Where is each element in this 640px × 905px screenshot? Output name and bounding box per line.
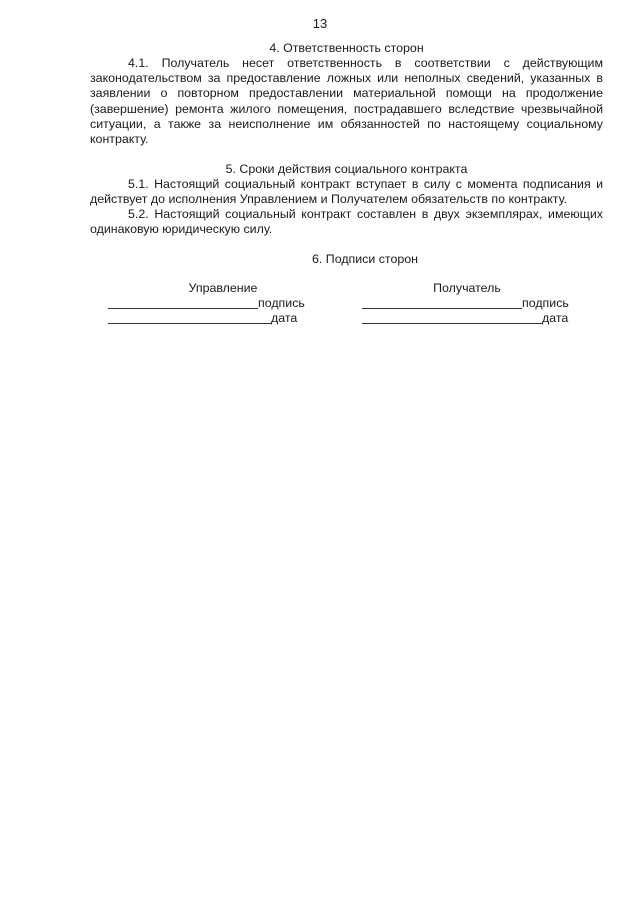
party-name-management: Управление <box>188 281 258 295</box>
signature-row-management <box>108 296 338 311</box>
section-5-paragraph-2: 5.2. Настоящий социальный контракт составлен в двух экземплярах, имеющих одинаковую юридическую силу. <box>90 207 603 237</box>
section-6-title: 6. Подписи сторон <box>312 252 418 266</box>
signature-line <box>108 297 258 309</box>
signature-row-recipient <box>362 296 612 311</box>
section-5-paragraph-1: 5.1. Настоящий социальный контракт вступает в силу с момента подписания и действует до исполнения Управлением и Получателем обязательств по контракту. <box>90 177 603 207</box>
date-row-recipient <box>362 311 612 326</box>
section-4-title: 4. Ответственность сторон <box>269 41 424 55</box>
date-label: дата <box>271 311 298 325</box>
signature-block-recipient <box>362 281 612 326</box>
section-4-paragraph-1: 4.1. Получатель несет ответственность в соответствии с действующим законодательством за предоставление ложных или неполных сведений, указанных в заявлении о повторном предоставлении материальной помощи на продолжение (завершение) ремонта жилого помещения, пострадавшего вследствие чрезвычайной ситуации, а также за неисполнение им обязанностей по настоящему социальному контракту. <box>90 56 603 147</box>
signature-label: подпись <box>258 296 305 310</box>
section-5-title: 5. Сроки действия социального контракта <box>225 162 468 176</box>
date-line <box>362 312 542 324</box>
date-line <box>108 312 271 324</box>
signature-label: подпись <box>522 296 569 310</box>
date-label: дата <box>542 311 569 325</box>
page-number: 13 <box>312 16 328 31</box>
party-name-recipient: Получатель <box>433 281 501 295</box>
signature-block-management <box>108 281 338 326</box>
date-row-management <box>108 311 338 326</box>
signature-line <box>362 297 522 309</box>
